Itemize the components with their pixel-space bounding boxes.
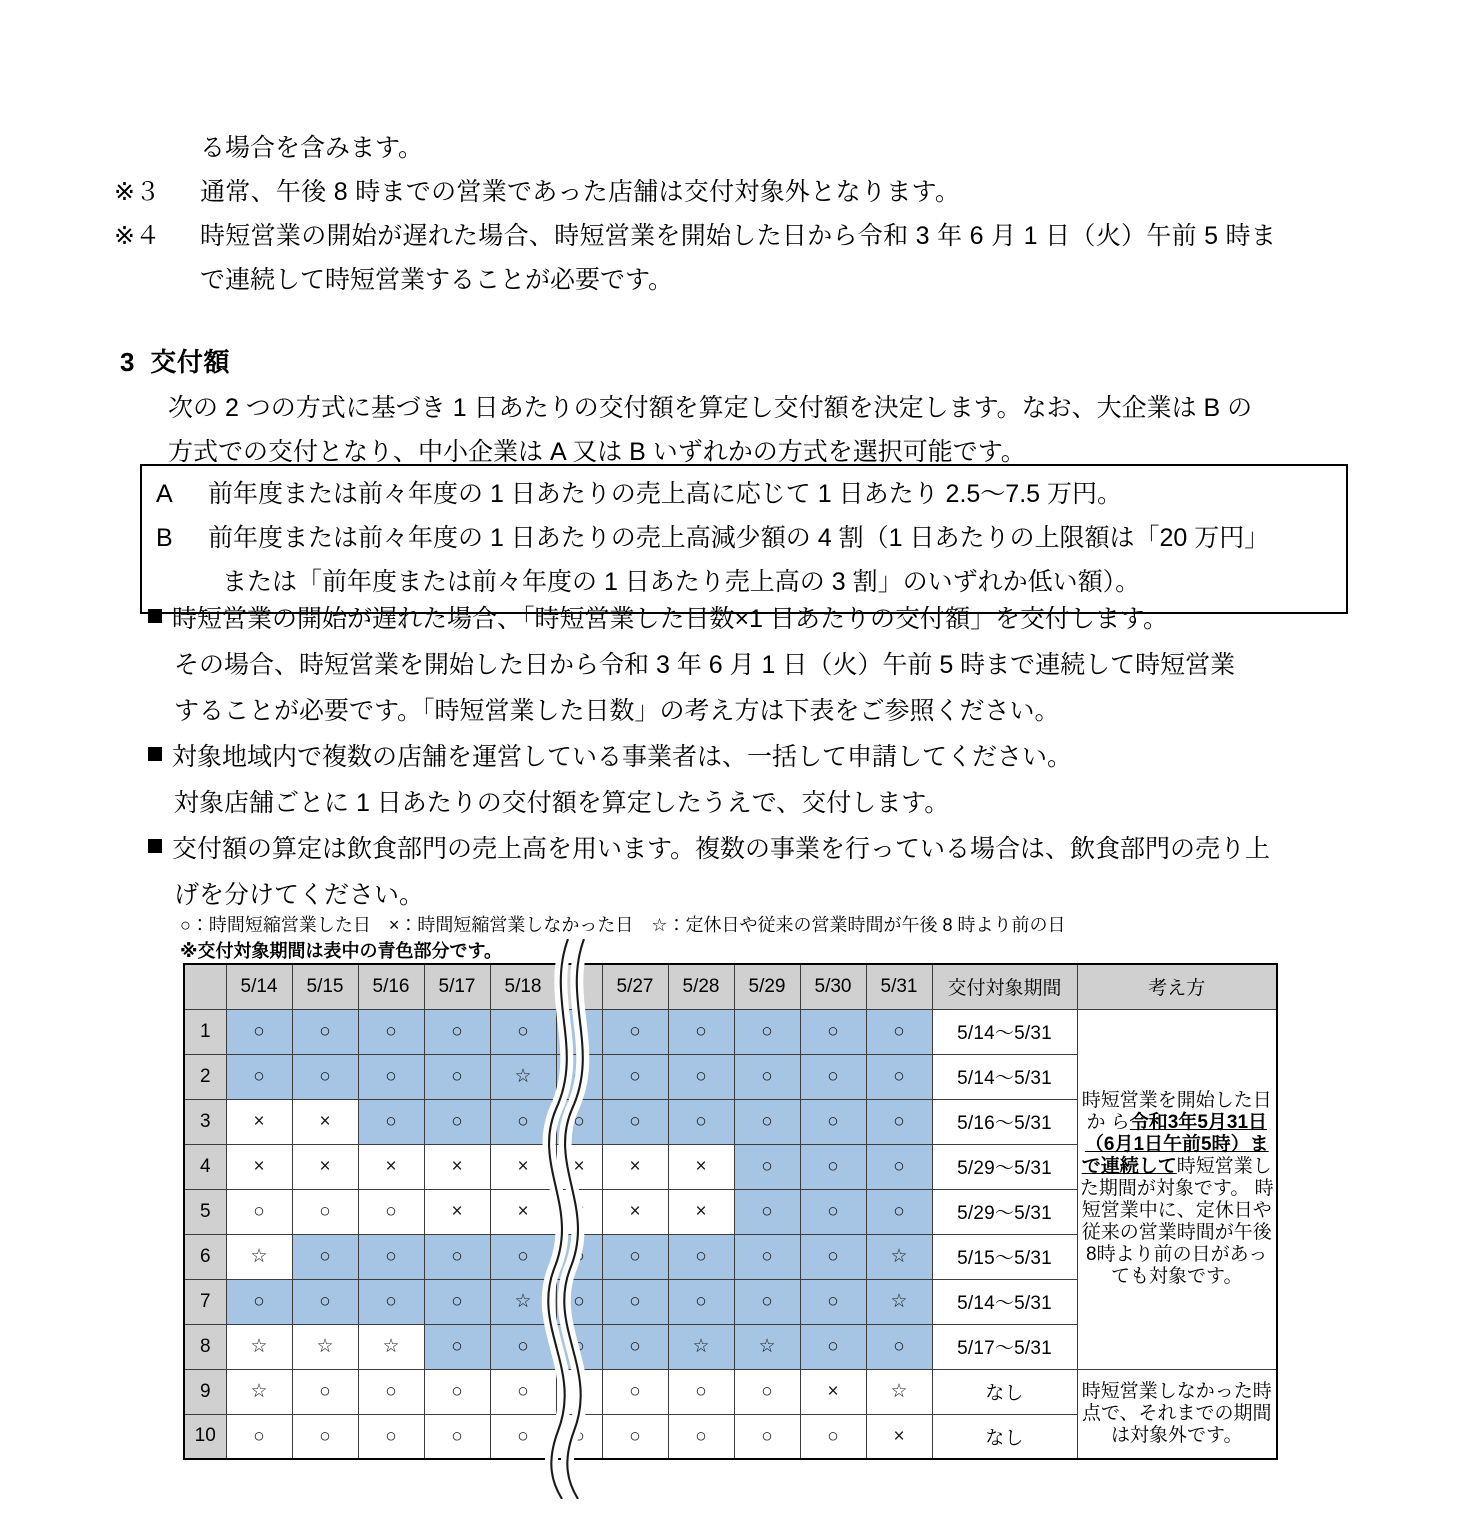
cell-r1-c4: ○ — [424, 1009, 490, 1054]
cell-r1-c9: ○ — [734, 1009, 800, 1054]
cell-r6-c3: ○ — [358, 1234, 424, 1279]
bullet-square-icon — [148, 596, 172, 642]
row-number-6: 6 — [184, 1234, 226, 1279]
note-text-3: 通常、午後 8 時までの営業であった店舗は交付対象外となります。 — [200, 178, 961, 206]
bullet-square-icon — [148, 826, 172, 872]
explanation-cell-upper: 時短営業を開始した日か ら令和3年5月31日（6月1日午前5時）まで連続して時短営業した期間が対象です。 時短営業中に、定休日や従来の営業時間が午後8時より前の日があっても対象です。 — [1077, 1009, 1277, 1369]
period-cell-r1: 5/14～5/31 — [932, 1009, 1077, 1054]
period-cell-r6: 5/15～5/31 — [932, 1234, 1077, 1279]
cell-r6-c8: ○ — [668, 1234, 734, 1279]
row-number-5: 5 — [184, 1189, 226, 1234]
cell-r6-c7: ○ — [602, 1234, 668, 1279]
section-body-line-2: 方式での交付となり、中小企業は A 又は B いずれかの方式を選択可能です。 — [168, 438, 1026, 466]
cell-r5-c6: × — [556, 1189, 602, 1234]
cell-r3-c11: ○ — [866, 1099, 932, 1144]
cell-r10-c1: ○ — [226, 1414, 292, 1459]
cell-r6-c11: ☆ — [866, 1234, 932, 1279]
cell-r1-c3: ○ — [358, 1009, 424, 1054]
table-body — [184, 1009, 1277, 1459]
cell-r4-c7: × — [602, 1144, 668, 1189]
formula-text-b-line2: または「前年度または前々年度の 1 日あたり売上高の 3 割」のいずれか低い額）。 — [222, 568, 1141, 596]
bullet-2-line-1: 対象地域内で複数の店舗を運営している事業者は、一括して申請してください。 — [172, 743, 1073, 771]
cell-r4-c10: ○ — [800, 1144, 866, 1189]
cell-r1-c10: ○ — [800, 1009, 866, 1054]
formula-box — [140, 464, 1348, 614]
bullet-3-line-1: 交付額の算定は飲食部門の売上高を用います。複数の事業を行っている場合は、飲食部門の売り上 — [172, 835, 1271, 863]
cell-r7-c7: ○ — [602, 1279, 668, 1324]
cell-r2-c7: ○ — [602, 1054, 668, 1099]
table-header — [184, 964, 1277, 1009]
row-number-9: 9 — [184, 1369, 226, 1414]
cell-r6-c10: ○ — [800, 1234, 866, 1279]
header-day-0527: 5/27 — [602, 964, 668, 1009]
row-number-1: 1 — [184, 1009, 226, 1054]
cell-r9-c11: ☆ — [866, 1369, 932, 1414]
period-cell-r3: 5/16～5/31 — [932, 1099, 1077, 1144]
cell-r2-c9: ○ — [734, 1054, 800, 1099]
cell-r6-c9: ○ — [734, 1234, 800, 1279]
cell-r4-c1: × — [226, 1144, 292, 1189]
bullet-item-2 — [148, 734, 1373, 826]
cell-r5-c1: ○ — [226, 1189, 292, 1234]
cell-r9-c1: ☆ — [226, 1369, 292, 1414]
cell-r4-c5: × — [490, 1144, 556, 1189]
row-number-4: 4 — [184, 1144, 226, 1189]
bullet-item-3 — [148, 826, 1373, 918]
cell-r6-c5: ○ — [490, 1234, 556, 1279]
section-heading — [120, 342, 230, 379]
note-item-4 — [114, 214, 1364, 258]
header-explanation: 考え方 — [1077, 964, 1277, 1009]
cell-r9-c7: ○ — [602, 1369, 668, 1414]
calendar-table-wrapper — [183, 963, 1274, 1460]
bullet-2-line-2: 対象店舗ごとに 1 日あたりの交付額を算定したうえで、交付します。 — [174, 789, 950, 817]
cell-r6-c6: ○ — [556, 1234, 602, 1279]
cell-r3-c1: × — [226, 1099, 292, 1144]
cell-r10-c4: ○ — [424, 1414, 490, 1459]
period-cell-r5: 5/29～5/31 — [932, 1189, 1077, 1234]
bullet-list — [148, 596, 1373, 918]
cell-r4-c11: ○ — [866, 1144, 932, 1189]
cell-r9-c6: ○ — [556, 1369, 602, 1414]
cell-r8-c7: ○ — [602, 1324, 668, 1369]
cell-r4-c3: × — [358, 1144, 424, 1189]
table-row — [184, 1009, 1277, 1054]
cell-r5-c4: × — [424, 1189, 490, 1234]
cell-r9-c2: ○ — [292, 1369, 358, 1414]
cell-r1-c1: ○ — [226, 1009, 292, 1054]
table-header-row — [184, 964, 1277, 1009]
header-day-0529: 5/29 — [734, 964, 800, 1009]
cell-r2-c8: ○ — [668, 1054, 734, 1099]
cell-r4-c4: × — [424, 1144, 490, 1189]
cell-r4-c8: × — [668, 1144, 734, 1189]
cell-r5-c10: ○ — [800, 1189, 866, 1234]
cell-r2-c5: ☆ — [490, 1054, 556, 1099]
header-period: 交付対象期間 — [932, 964, 1077, 1009]
cell-r7-c3: ○ — [358, 1279, 424, 1324]
legend-line-2: ※交付対象期間は表中の青色部分です。 — [180, 941, 503, 961]
cell-r8-c10: ○ — [800, 1324, 866, 1369]
cell-r5-c11: ○ — [866, 1189, 932, 1234]
bullet-1-line-3: することが必要です。「時短営業した日数」の考え方は下表をご参照ください。 — [174, 697, 1060, 725]
table-row — [184, 1369, 1277, 1414]
legend-line-1: ○：時間短縮営業した日 ×：時間短縮営業しなかった日 ☆：定休日や従来の営業時間が午後 8 時より前の日 — [180, 915, 1066, 935]
period-cell-r8: 5/17～5/31 — [932, 1324, 1077, 1369]
calendar-table — [183, 963, 1278, 1460]
bullet-1-line-2: その場合、時短営業を開始した日から令和 3 年 6 月 1 日（火）午前 5 時まで連続して時短営業 — [174, 651, 1236, 679]
cell-r5-c7: × — [602, 1189, 668, 1234]
cell-r7-c10: ○ — [800, 1279, 866, 1324]
cell-r6-c1: ☆ — [226, 1234, 292, 1279]
cell-r10-c5: ○ — [490, 1414, 556, 1459]
row-number-8: 8 — [184, 1324, 226, 1369]
cell-r1-c7: ○ — [602, 1009, 668, 1054]
cell-r10-c9: ○ — [734, 1414, 800, 1459]
cell-r8-c11: ○ — [866, 1324, 932, 1369]
cell-r4-c2: × — [292, 1144, 358, 1189]
cell-r8-c2: ☆ — [292, 1324, 358, 1369]
cell-r1-c8: ○ — [668, 1009, 734, 1054]
cell-r9-c5: ○ — [490, 1369, 556, 1414]
note-text-4-line2: で連続して時短営業することが必要です。 — [200, 266, 674, 294]
cell-r8-c4: ○ — [424, 1324, 490, 1369]
cell-r9-c3: ○ — [358, 1369, 424, 1414]
cell-r7-c4: ○ — [424, 1279, 490, 1324]
period-cell-r4: 5/29～5/31 — [932, 1144, 1077, 1189]
period-cell-r10: なし — [932, 1414, 1077, 1459]
cell-r7-c6: ○ — [556, 1279, 602, 1324]
cell-r3-c4: ○ — [424, 1099, 490, 1144]
header-day-0528: 5/28 — [668, 964, 734, 1009]
cell-r10-c3: ○ — [358, 1414, 424, 1459]
cell-r6-c4: ○ — [424, 1234, 490, 1279]
cell-r3-c8: ○ — [668, 1099, 734, 1144]
cell-r8-c3: ☆ — [358, 1324, 424, 1369]
note-item-3 — [114, 170, 1364, 214]
header-day-0530: 5/30 — [800, 964, 866, 1009]
cell-r8-c5: ○ — [490, 1324, 556, 1369]
cell-r1-c5: ○ — [490, 1009, 556, 1054]
note-marker-3: ※３ — [114, 178, 161, 206]
cell-r8-c9: ☆ — [734, 1324, 800, 1369]
section-body — [168, 386, 1358, 474]
cell-r2-c4: ○ — [424, 1054, 490, 1099]
cell-r7-c1: ○ — [226, 1279, 292, 1324]
cell-r3-c10: ○ — [800, 1099, 866, 1144]
cell-r7-c2: ○ — [292, 1279, 358, 1324]
cell-r5-c5: × — [490, 1189, 556, 1234]
header-day-0517: 5/17 — [424, 964, 490, 1009]
formula-text-b-line1: 前年度または前々年度の 1 日あたりの売上高減少額の 4 割（1 日あたりの上限額は「20 万円」 — [208, 524, 1270, 552]
cell-r9-c10: × — [800, 1369, 866, 1414]
bullet-1-line-1: 時短営業の開始が遅れた場合、「時短営業した日数×1 日あたりの交付額」を交付します。 — [172, 605, 1168, 633]
explanation-emphasis: 令和3年5月31日（6月1日午前5時）まで連続して — [1081, 1112, 1269, 1177]
cell-r10-c6: ○ — [556, 1414, 602, 1459]
cell-r8-c1: ☆ — [226, 1324, 292, 1369]
cell-r3-c7: ○ — [602, 1099, 668, 1144]
cell-r1-c11: ○ — [866, 1009, 932, 1054]
bullet-3-line-2: げを分けてください。 — [174, 881, 425, 909]
cell-r9-c9: ○ — [734, 1369, 800, 1414]
cell-r4-c9: ○ — [734, 1144, 800, 1189]
header-break-column — [556, 964, 602, 1009]
cell-r1-c2: ○ — [292, 1009, 358, 1054]
note-marker-4: ※４ — [114, 222, 161, 250]
cell-r2-c1: ○ — [226, 1054, 292, 1099]
period-cell-r7: 5/14～5/31 — [932, 1279, 1077, 1324]
notes-block — [114, 126, 1364, 302]
header-day-0514: 5/14 — [226, 964, 292, 1009]
cell-r7-c5: ☆ — [490, 1279, 556, 1324]
row-number-10: 10 — [184, 1414, 226, 1459]
formula-key-b: B — [156, 524, 173, 552]
cell-r10-c2: ○ — [292, 1414, 358, 1459]
formula-key-a: A — [156, 480, 173, 508]
cell-r5-c9: ○ — [734, 1189, 800, 1234]
header-day-0531: 5/31 — [866, 964, 932, 1009]
cell-r1-c6: ○ — [556, 1009, 602, 1054]
cell-r3-c2: × — [292, 1099, 358, 1144]
cell-r7-c8: ○ — [668, 1279, 734, 1324]
cell-r8-c6: ○ — [556, 1324, 602, 1369]
cell-r7-c9: ○ — [734, 1279, 800, 1324]
cell-r5-c2: ○ — [292, 1189, 358, 1234]
table-legend — [180, 912, 1066, 964]
cell-r3-c6: ○ — [556, 1099, 602, 1144]
note-text-4-line1: 時短営業の開始が遅れた場合、時短営業を開始した日から令和 3 年 6 月 1 日（火）午前 5 時ま — [200, 222, 1277, 250]
cell-r4-c6: × — [556, 1144, 602, 1189]
cell-r10-c11: × — [866, 1414, 932, 1459]
section-title: 交付額 — [150, 347, 230, 377]
section-body-line-1: 次の 2 つの方式に基づき 1 日あたりの交付額を算定し交付額を決定します。なお、大企業は B の — [168, 394, 1253, 422]
cell-r3-c5: ○ — [490, 1099, 556, 1144]
formula-text-a: 前年度または前々年度の 1 日あたりの売上高に応じて 1 日あたり 2.5～7.5 万円。 — [208, 480, 1122, 508]
formula-row-b — [142, 516, 1346, 560]
header-rownum — [184, 964, 226, 1009]
cell-r5-c8: × — [668, 1189, 734, 1234]
cell-r2-c10: ○ — [800, 1054, 866, 1099]
cell-r10-c7: ○ — [602, 1414, 668, 1459]
section-number: 3 — [120, 347, 135, 377]
bullet-square-icon — [148, 734, 172, 780]
cell-r2-c3: ○ — [358, 1054, 424, 1099]
header-day-0515: 5/15 — [292, 964, 358, 1009]
cell-r3-c3: ○ — [358, 1099, 424, 1144]
cell-r2-c6: ○ — [556, 1054, 602, 1099]
period-cell-r2: 5/14～5/31 — [932, 1054, 1077, 1099]
cell-r9-c4: ○ — [424, 1369, 490, 1414]
row-number-2: 2 — [184, 1054, 226, 1099]
header-day-0518: 5/18 — [490, 964, 556, 1009]
cell-r10-c8: ○ — [668, 1414, 734, 1459]
row-number-7: 7 — [184, 1279, 226, 1324]
cell-r9-c8: ○ — [668, 1369, 734, 1414]
cell-r3-c9: ○ — [734, 1099, 800, 1144]
formula-row-a — [142, 472, 1346, 516]
note-continuation-line: る場合を含みます。 — [200, 134, 424, 162]
cell-r2-c2: ○ — [292, 1054, 358, 1099]
cell-r8-c8: ☆ — [668, 1324, 734, 1369]
bullet-item-1 — [148, 596, 1373, 734]
cell-r2-c11: ○ — [866, 1054, 932, 1099]
header-day-0516: 5/16 — [358, 964, 424, 1009]
row-number-3: 3 — [184, 1099, 226, 1144]
cell-r10-c10: ○ — [800, 1414, 866, 1459]
cell-r7-c11: ☆ — [866, 1279, 932, 1324]
period-cell-r9: なし — [932, 1369, 1077, 1414]
explanation-cell-lower: 時短営業しなかった時点で、それまでの期間は対象外です。 — [1077, 1369, 1277, 1459]
cell-r6-c2: ○ — [292, 1234, 358, 1279]
cell-r5-c3: ○ — [358, 1189, 424, 1234]
